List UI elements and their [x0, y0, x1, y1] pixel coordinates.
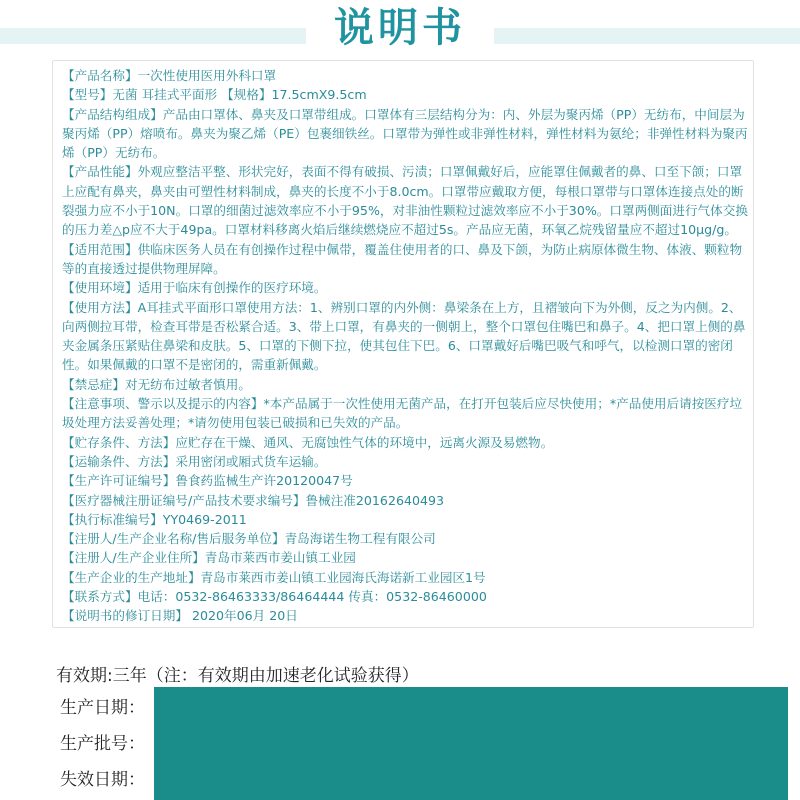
validity-note: 有效期:三年（注：有效期由加速老化试验获得） [56, 666, 419, 686]
paragraph-transport: 【运输条件、方法】采用密闭或厢式货车运输。 [62, 453, 327, 469]
paragraph-production-license: 【生产许可证编号】鲁食药监械生产许20120047号 [62, 473, 353, 489]
paragraph-performance: 【产品性能】外观应整洁平整、形状完好，表面不得有破损、污渍；口罩佩戴好后，应能罩住佩戴者的鼻、口至下颌；口罩上应配有鼻夹，鼻夹由可塑性材料制成，鼻夹的长度不小于8.0cm。口罩带应戴取方便，每根口罩带与口罩体连接点处的断裂强力应不小于10N。口罩的细菌过滤效率应不小于95%，对非油性颗粒过滤效率应不小于30%。口罩两侧面进行气体交换的压力差△p应不大于49pa。口罩材料移离火焰后继续燃烧应不超过5s。产品应无菌，环氧乙烷残留量应不超过10μg/g。 [62, 164, 748, 238]
paragraph-standard: 【执行标准编号】YY0469-2011 [62, 511, 247, 527]
title-decoration-left [0, 28, 306, 44]
expiry-date-label: 失效日期： [60, 770, 145, 790]
instructions-body [62, 66, 748, 626]
title-decoration-right [494, 28, 800, 44]
paragraph-precautions: 【注意事项、警示以及提示的内容】*本产品属于一次性使用无菌产品，在打开包装后应尽快使用；*产品使用后请按医疗垃圾处理方法妥善处理；*请勿使用包装已破损和已失效的产品。 [62, 396, 743, 431]
batch-number-label: 生产批号： [60, 734, 145, 754]
paragraph-product-name: 【产品名称】一次性使用医用外科口罩 [62, 68, 277, 83]
paragraph-environment: 【使用环境】适用于临床有创操作的医疗环境。 [62, 280, 327, 296]
date-batch-fill-area [154, 687, 788, 800]
page-title: 说明书 [334, 5, 466, 51]
paragraph-scope: 【适用范围】供临床医务人员在有创操作过程中佩带，覆盖住使用者的口、鼻及下颌，为防止病原体微生物、体液、颗粒物等的直接透过提供物理屏障。 [62, 241, 743, 276]
paragraph-contact: 【联系方式】电话：0532-86463333/86464444 传真：0532-86460000 [62, 589, 487, 605]
paragraph-structure: 【产品结构组成】产品由口罩体、鼻夹及口罩带组成。口罩体有三层结构分为：内、外层为聚丙烯（PP）无纺布，中间层为聚丙烯（PP）熔喷布。鼻夹为聚乙烯（PE）包裹细铁丝。口罩带为弹性或非弹性材料，弹性材料为氨纶；非弹性材料为聚丙烯（PP）无纺布。 [62, 106, 748, 161]
paragraph-registration-number: 【医疗器械注册证编号/产品技术要求编号】鲁械注准20162640493 [62, 492, 445, 508]
paragraph-manufacturer-address: 【注册人/生产企业住所】青岛市莱西市姜山镇工业园 [62, 550, 356, 566]
paragraph-storage: 【贮存条件、方法】应贮存在干燥、通风、无腐蚀性气体的环境中，远离火源及易燃物。 [62, 434, 554, 450]
paragraph-manufacturer: 【注册人/生产企业名称/售后服务单位】青岛海诺生物工程有限公司 [62, 531, 436, 547]
paragraph-production-address: 【生产企业的生产地址】青岛市莱西市姜山镇工业园海氏海诺新工业园区1号 [62, 569, 486, 585]
paragraph-usage: 【使用方法】A耳挂式平面形口罩使用方法：1、辨别口罩的内外侧：鼻梁条在上方，且褶皱向下为外侧，反之为内侧。2、向两侧拉耳带，检查耳带是否松紧合适。3、带上口罩，有鼻夹的一侧朝上，整个口罩包住嘴巴和鼻子。4、把口罩上侧的鼻夹金属条压紧贴住鼻梁和皮肤。5、口罩的下侧下拉，使其包住下巴。6、口罩戴好后嘴巴吸气和呼气，以检测口罩的密闭性。如果佩戴的口罩不是密闭的，需重新佩戴。 [62, 299, 746, 373]
title-band [0, 0, 800, 56]
paragraph-revision-date: 【说明书的修订日期】 2020年06月 20日 [62, 608, 298, 624]
paragraph-model-spec: 【型号】无菌 耳挂式平面形 【规格】17.5cmX9.5cm [62, 87, 367, 103]
paragraph-contraindication: 【禁忌症】对无纺布过敏者慎用。 [62, 376, 251, 392]
production-date-label: 生产日期： [60, 698, 145, 718]
